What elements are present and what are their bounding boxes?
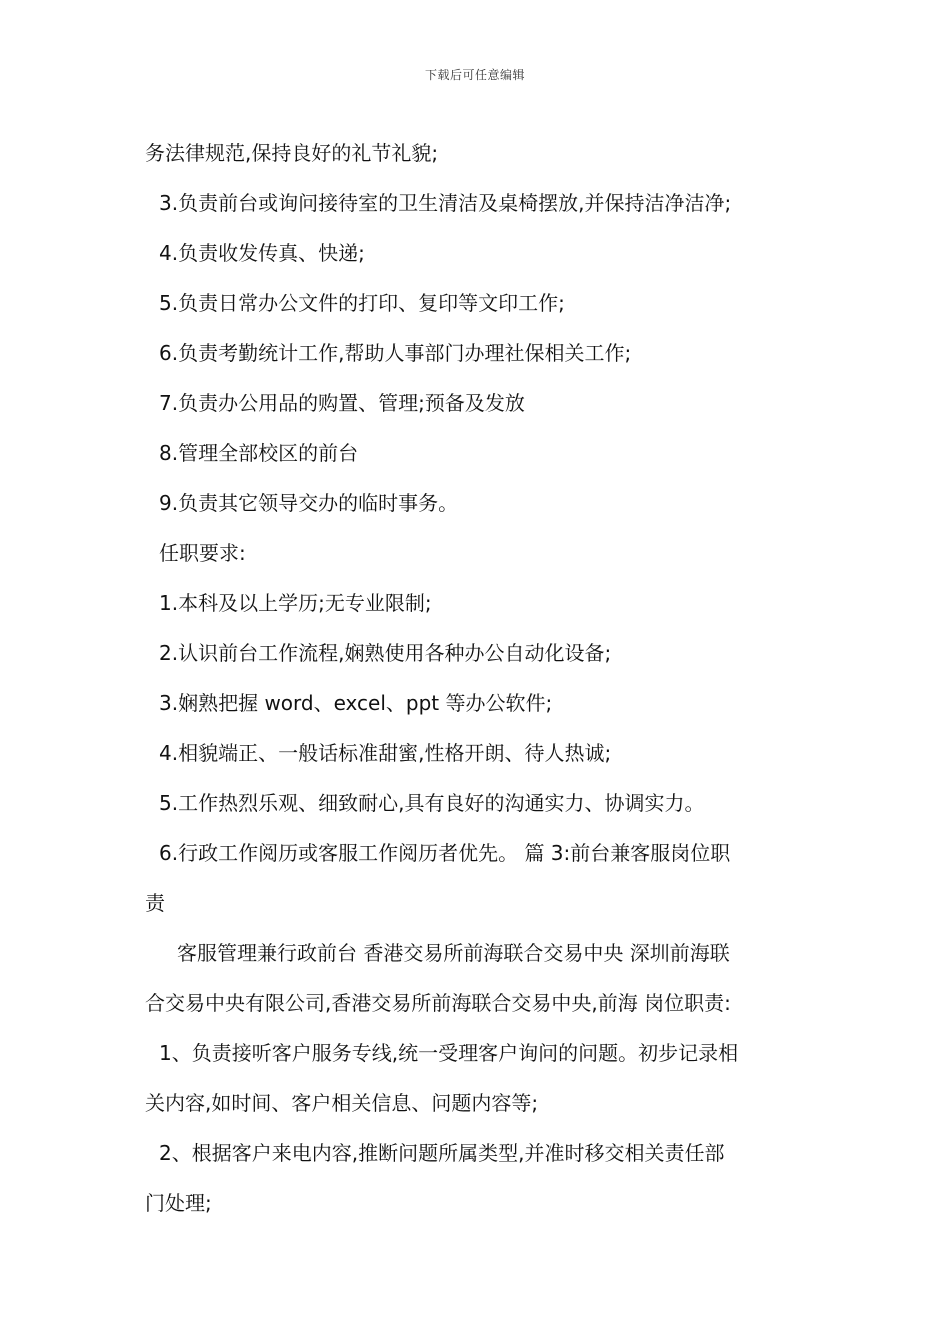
- text-line: 8.管理全部校区的前台: [159, 441, 359, 465]
- text-line: 4.相貌端正、一般话标准甜蜜,性格开朗、待人热诚;: [159, 741, 612, 765]
- text-line: 务法律规范,保持良好的礼节礼貌;: [145, 141, 439, 165]
- document-body: [145, 128, 810, 1228]
- text-line: 9.负责其它领导交办的临时事务。: [159, 491, 459, 515]
- text-line: 3.负责前台或询问接待室的卫生清洁及桌椅摆放,并保持洁净洁净;: [159, 191, 732, 215]
- text-line: 2.认识前台工作流程,娴熟使用各种办公自动化设备;: [159, 641, 612, 665]
- text-line: 合交易中央有限公司,香港交易所前海联合交易中央,前海 岗位职责:: [145, 991, 731, 1015]
- text-line: 4.负责收发传真、快递;: [159, 241, 365, 265]
- text-line: 7.负责办公用品的购置、管理;预备及发放: [159, 391, 525, 415]
- text-line: 1.本科及以上学历;无专业限制;: [159, 591, 432, 615]
- text-line: 门处理;: [145, 1191, 212, 1215]
- text-line: 责: [145, 891, 165, 915]
- text-line: 5.负责日常办公文件的打印、复印等文印工作;: [159, 291, 565, 315]
- text-line: 6.负责考勤统计工作,帮助人事部门办理社保相关工作;: [159, 341, 632, 365]
- section-heading: 任职要求:: [159, 541, 246, 565]
- text-line: 2、根据客户来电内容,推断问题所属类型,并准时移交相关责任部: [159, 1141, 725, 1165]
- text-line: 3.娴熟把握 word、excel、ppt 等办公软件;: [159, 691, 553, 715]
- text-line: 关内容,如时间、客户相关信息、问题内容等;: [145, 1091, 539, 1115]
- text-line: 6.行政工作阅历或客服工作阅历者优先。 篇 3:前台兼客服岗位职: [159, 841, 731, 865]
- text-line: 1、负责接听客户服务专线,统一受理客户询问的问题。初步记录相: [159, 1041, 739, 1065]
- text-line: 5.工作热烈乐观、细致耐心,具有良好的沟通实力、协调实力。: [159, 791, 705, 815]
- page-header: 下载后可任意编辑: [424, 68, 525, 82]
- text-line: 客服管理兼行政前台 香港交易所前海联合交易中央 深圳前海联: [177, 941, 730, 965]
